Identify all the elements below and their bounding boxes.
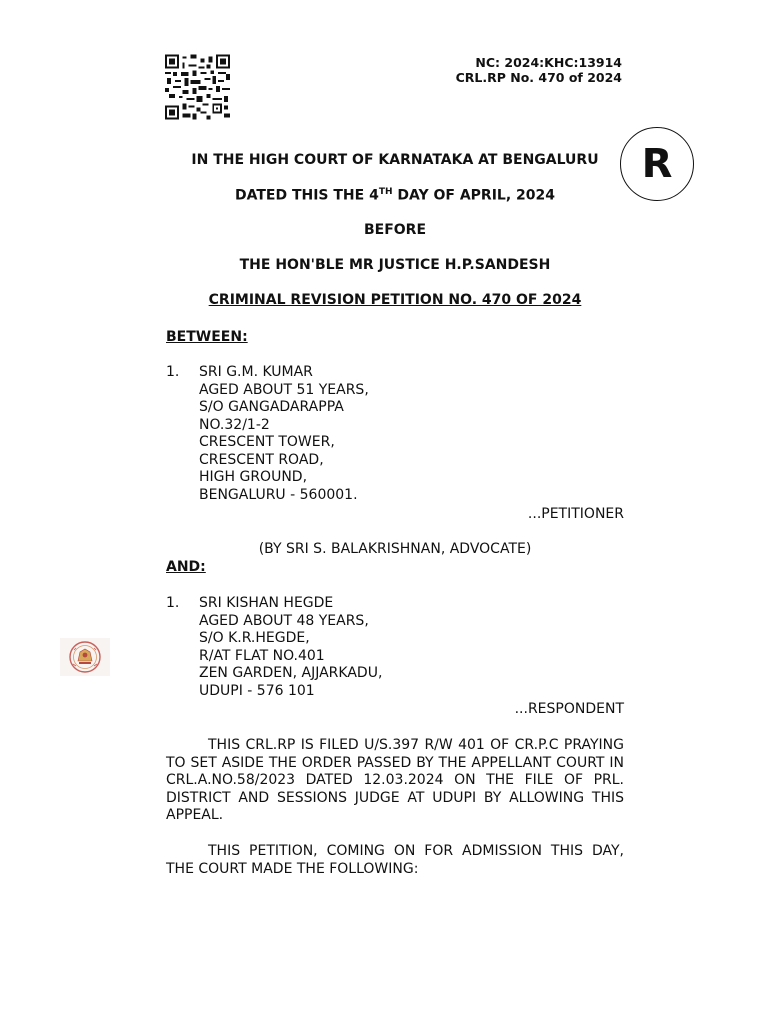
respondent-address-line: R/AT FLAT NO.401: [199, 647, 325, 664]
neutral-citation: NC: 2024:KHC:13914: [475, 55, 622, 70]
before-label: BEFORE: [363, 222, 427, 238]
petitioner-role: ...PETITIONER: [527, 506, 624, 522]
petitioner-address-line: CRESCENT TOWER,: [199, 434, 335, 450]
respondent-address-line: UDUPI - 576 101: [199, 682, 315, 699]
petitioner-address-line: BENGALURU - 560001.: [199, 486, 358, 503]
prayer-paragraph: THIS CRL.RP IS FILED U/S.397 R/W 401 OF CR.P.C PRAYING TO SET ASIDE THE ORDER PASSED BY THE APPELLANT COURT IN CRL.A.NO.58/2023 DATED 12.03.2024 ON THE FILE OF PRL. DISTRICT AND SESSIONS JUDGE AT UDUPI BY ALLOWING THIS APPEAL.: [166, 737, 624, 823]
court-name: IN THE HIGH COURT OF KARNATAKA AT BENGALURU: [191, 152, 599, 168]
petitioner-address-line: AGED ABOUT 51 YEARS,: [199, 381, 369, 398]
and-label: AND:: [166, 559, 206, 575]
petitioner-address-line: CRESCENT ROAD,: [199, 451, 324, 468]
petitioner-address-line: S/O GANGADARAPPA: [199, 399, 344, 415]
court-emblem-icon: [60, 638, 110, 676]
petitioner-address-line: NO.32/1-2: [199, 416, 270, 433]
dated-line: [166, 187, 624, 204]
respondent-address-line: ZEN GARDEN, AJJARKADU,: [199, 665, 383, 681]
petitioner-name: SRI G.M. KUMAR: [199, 364, 313, 380]
petitioner-address-line: HIGH GROUND,: [199, 469, 308, 485]
respondent-address-line: AGED ABOUT 48 YEARS,: [199, 612, 369, 629]
respondent-number: 1.: [166, 595, 180, 611]
dated-suffix: DAY OF APRIL, 2024: [392, 187, 556, 204]
petitioner-advocate: (BY SRI S. BALAKRISHNAN, ADVOCATE): [258, 541, 532, 557]
justice-name: THE HON'BLE MR JUSTICE H.P.SANDESH: [239, 257, 551, 273]
petition-title: CRIMINAL REVISION PETITION NO. 470 OF 2024: [208, 292, 582, 308]
case-reference: CRL.RP No. 470 of 2024: [455, 70, 622, 85]
between-label: BETWEEN:: [166, 329, 248, 345]
respondent-role: ...RESPONDENT: [514, 701, 624, 717]
qr-code-icon: [165, 54, 230, 120]
respondent-address-line: S/O K.R.HEGDE,: [199, 630, 310, 646]
closing-paragraph: THIS PETITION, COMING ON FOR ADMISSION THIS DAY, THE COURT MADE THE FOLLOWING:: [166, 843, 624, 877]
petitioner-number: 1.: [166, 364, 180, 380]
respondent-name: SRI KISHAN HEGDE: [199, 595, 334, 611]
dated-prefix: DATED THIS THE 4: [234, 187, 379, 204]
reported-mark: R: [620, 127, 694, 201]
dated-superscript: TH: [378, 187, 393, 197]
